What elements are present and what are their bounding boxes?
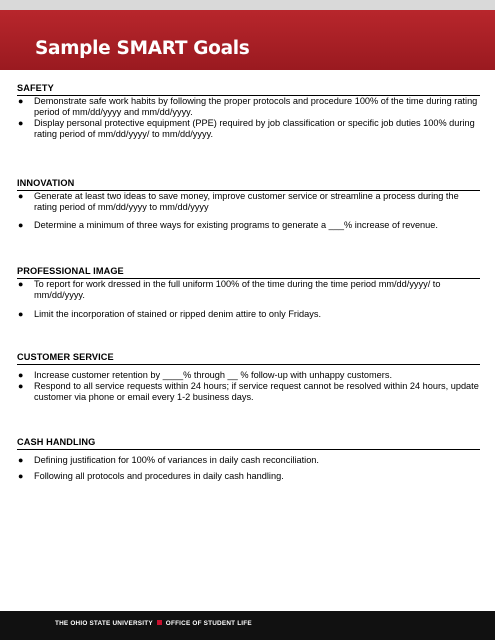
list-item — [17, 370, 480, 381]
list-item — [17, 118, 480, 140]
page-header — [0, 10, 495, 70]
goal-text: Demonstrate safe work habits by following the proper protocols and procedure 100% of the time during rating period of mm/dd/yyyy and mm/dd/yyyy. — [34, 96, 478, 117]
section-safety — [17, 83, 480, 140]
goal-text: Determine a minimum of three ways for existing programs to generate a ___% increase of revenue. — [34, 220, 438, 230]
section-title: CASH HANDLING — [17, 437, 480, 450]
goal-list — [17, 370, 480, 403]
section-title: SAFETY — [17, 83, 480, 96]
goal-list — [17, 191, 480, 231]
bullet-icon: ● — [18, 118, 24, 128]
footer-logo-text — [55, 620, 252, 627]
goal-text: Defining justification for 100% of variances in daily cash reconciliation. — [34, 455, 319, 465]
page-footer — [0, 611, 495, 640]
list-item — [17, 455, 480, 466]
bullet-icon: ● — [18, 471, 24, 481]
office-name: OFFICE OF STUDENT LIFE — [165, 620, 252, 627]
goal-text: Limit the incorporation of stained or ripped denim attire to only Fridays. — [34, 309, 321, 319]
red-square-icon — [157, 620, 162, 625]
goal-text: Following all protocols and procedures in daily cash handling. — [34, 471, 284, 481]
bullet-icon: ● — [18, 96, 24, 106]
list-item — [17, 96, 480, 118]
bullet-icon: ● — [18, 309, 24, 319]
section-title: PROFESSIONAL IMAGE — [17, 266, 480, 279]
goal-text: To report for work dressed in the full uniform 100% of the time during the time period mm/dd/yyyy/ to mm/dd/yyyy. — [34, 279, 441, 300]
list-item — [17, 191, 480, 213]
section-cash-handling — [17, 437, 480, 482]
list-item — [17, 279, 480, 301]
bullet-icon: ● — [18, 455, 24, 465]
goal-list — [17, 96, 480, 140]
section-innovation — [17, 178, 480, 231]
university-name: THE OHIO STATE UNIVERSITY — [55, 620, 153, 627]
goal-text: Increase customer retention by ____% through __ % follow-up with unhappy customers. — [34, 370, 392, 380]
top-gray-band — [0, 0, 495, 10]
goal-text: Respond to all service requests within 24 hours; if service request cannot be resolved within 24 hours, update customer via phone or email every 1-2 business days. — [34, 381, 479, 402]
page-title: Sample SMART Goals — [35, 38, 250, 59]
list-item — [17, 381, 480, 403]
goal-text: Generate at least two ideas to save money, improve customer service or streamline a process during the rating period of mm/dd/yyyy to mm/dd/yyyy — [34, 191, 459, 212]
bullet-icon: ● — [18, 279, 24, 289]
list-item — [17, 220, 480, 231]
section-customer-service — [17, 352, 480, 403]
list-item — [17, 471, 480, 482]
section-professional-image — [17, 266, 480, 320]
bullet-icon: ● — [18, 381, 24, 391]
goal-list — [17, 455, 480, 482]
list-item — [17, 309, 480, 320]
goal-text: Display personal protective equipment (PPE) required by job classification or specific job duties 100% during rating period of mm/dd/yyyy/ to mm/dd/yyyy. — [34, 118, 475, 139]
section-title: INNOVATION — [17, 178, 480, 191]
section-title: CUSTOMER SERVICE — [17, 352, 480, 365]
bullet-icon: ● — [18, 220, 24, 230]
bullet-icon: ● — [18, 370, 24, 380]
bullet-icon: ● — [18, 191, 24, 201]
goal-list — [17, 279, 480, 320]
